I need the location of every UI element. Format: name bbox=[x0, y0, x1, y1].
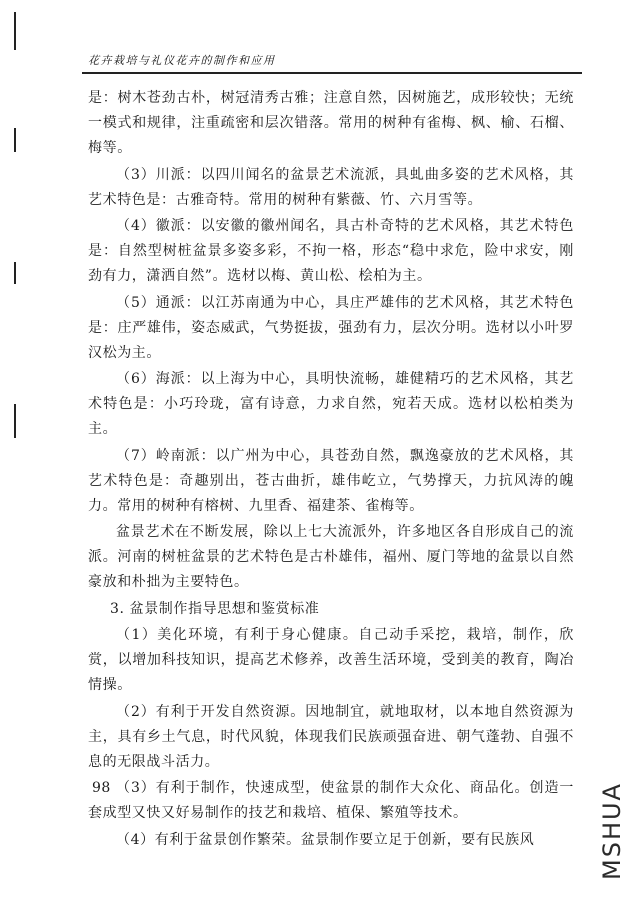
header-rule bbox=[82, 72, 582, 74]
body-text bbox=[88, 86, 574, 854]
paragraph-chuan-school: （3）川派：以四川闻名的盆景艺术流派，具虬曲多姿的艺术风格，其艺术特色是：古雅奇特。常用的树种有紫薇、竹、六月雪等。 bbox=[88, 166, 574, 208]
section-heading: 3. 盆景制作指导思想和鉴赏标准 bbox=[110, 600, 320, 617]
page-number: 98 bbox=[92, 780, 111, 796]
paragraph-tong-school: （5）通派：以江苏南通为中心，具庄严雄伟的艺术风格，其艺术特色是：庄严雄伟，姿态威武，气势挺拔，强劲有力，层次分明。选材以小叶罗汉松为主。 bbox=[88, 294, 574, 361]
paragraph-principle-3: （3）有利于制作，快速成型，使盆景的制作大众化、商品化。创造一套成型又快又好易制作的技艺和栽培、植保、繁殖等技术。 bbox=[88, 780, 574, 821]
paragraph-principle-2: （2）有利于开发自然资源。因地制宜，就地取材，以本地自然资源为主，具有乡土气息，时代风貌，体现我们民族顽强奋进、朝气蓬勃、自强不息的无限战斗活力。 bbox=[88, 703, 574, 770]
paragraph-hai-school: （6）海派：以上海为中心，具明快流畅，雄健精巧的艺术风格，其艺术特色是：小巧玲珑，富有诗意，力求自然，宛若天成。选材以松柏类为主。 bbox=[88, 371, 574, 437]
paragraph-other-schools: 盆景艺术在不断发展，除以上七大流派外，许多地区各自形成自己的流派。河南的树桩盆景的艺术特色是古朴雄伟，福州、厦门等地的盆景以自然豪放和朴拙为主要特色。 bbox=[88, 524, 574, 590]
paragraph-lingnan-school: （7）岭南派：以广州为中心，具苍劲自然，飘逸豪放的艺术风格，其艺术特色是：奇趣别出，苍古曲折，雄伟屹立，气势撑天，力抗风涛的魄力。常用的树种有榕树、九里香、福建茶、雀梅等。 bbox=[88, 447, 574, 514]
paragraph-principle-4: （4）有利于盆景创作繁荣。盆景制作要立足于创新，要有民族风 bbox=[116, 831, 535, 848]
watermark: MSHUA bbox=[598, 782, 626, 880]
running-header: 花卉栽培与礼仪花卉的制作和应用 bbox=[88, 54, 276, 67]
paragraph-hui-school: （4）徽派：以安徽的徽州闻名，具古朴奇特的艺术风格，其艺术特色是：自然型树桩盆景多姿多彩，不拘一格，形态“稳中求危，险中求安，刚劲有力，潇洒自然”。选材以梅、黄山松、桧柏为主。 bbox=[88, 218, 574, 284]
paragraph-continuation: 是：树木苍劲古朴，树冠清秀古雅；注意自然，因树施艺，成形较快；无统一模式和规律，注重疏密和层次错落。常用的树种有雀梅、枫、榆、石榴、梅等。 bbox=[88, 90, 574, 156]
paragraph-principle-1: （1）美化环境，有利于身心健康。自己动手采挖，栽培，制作，欣赏，以增加科技知识，提高艺术修养，改善生活环境，受到美的教育，陶冶情操。 bbox=[88, 627, 574, 693]
